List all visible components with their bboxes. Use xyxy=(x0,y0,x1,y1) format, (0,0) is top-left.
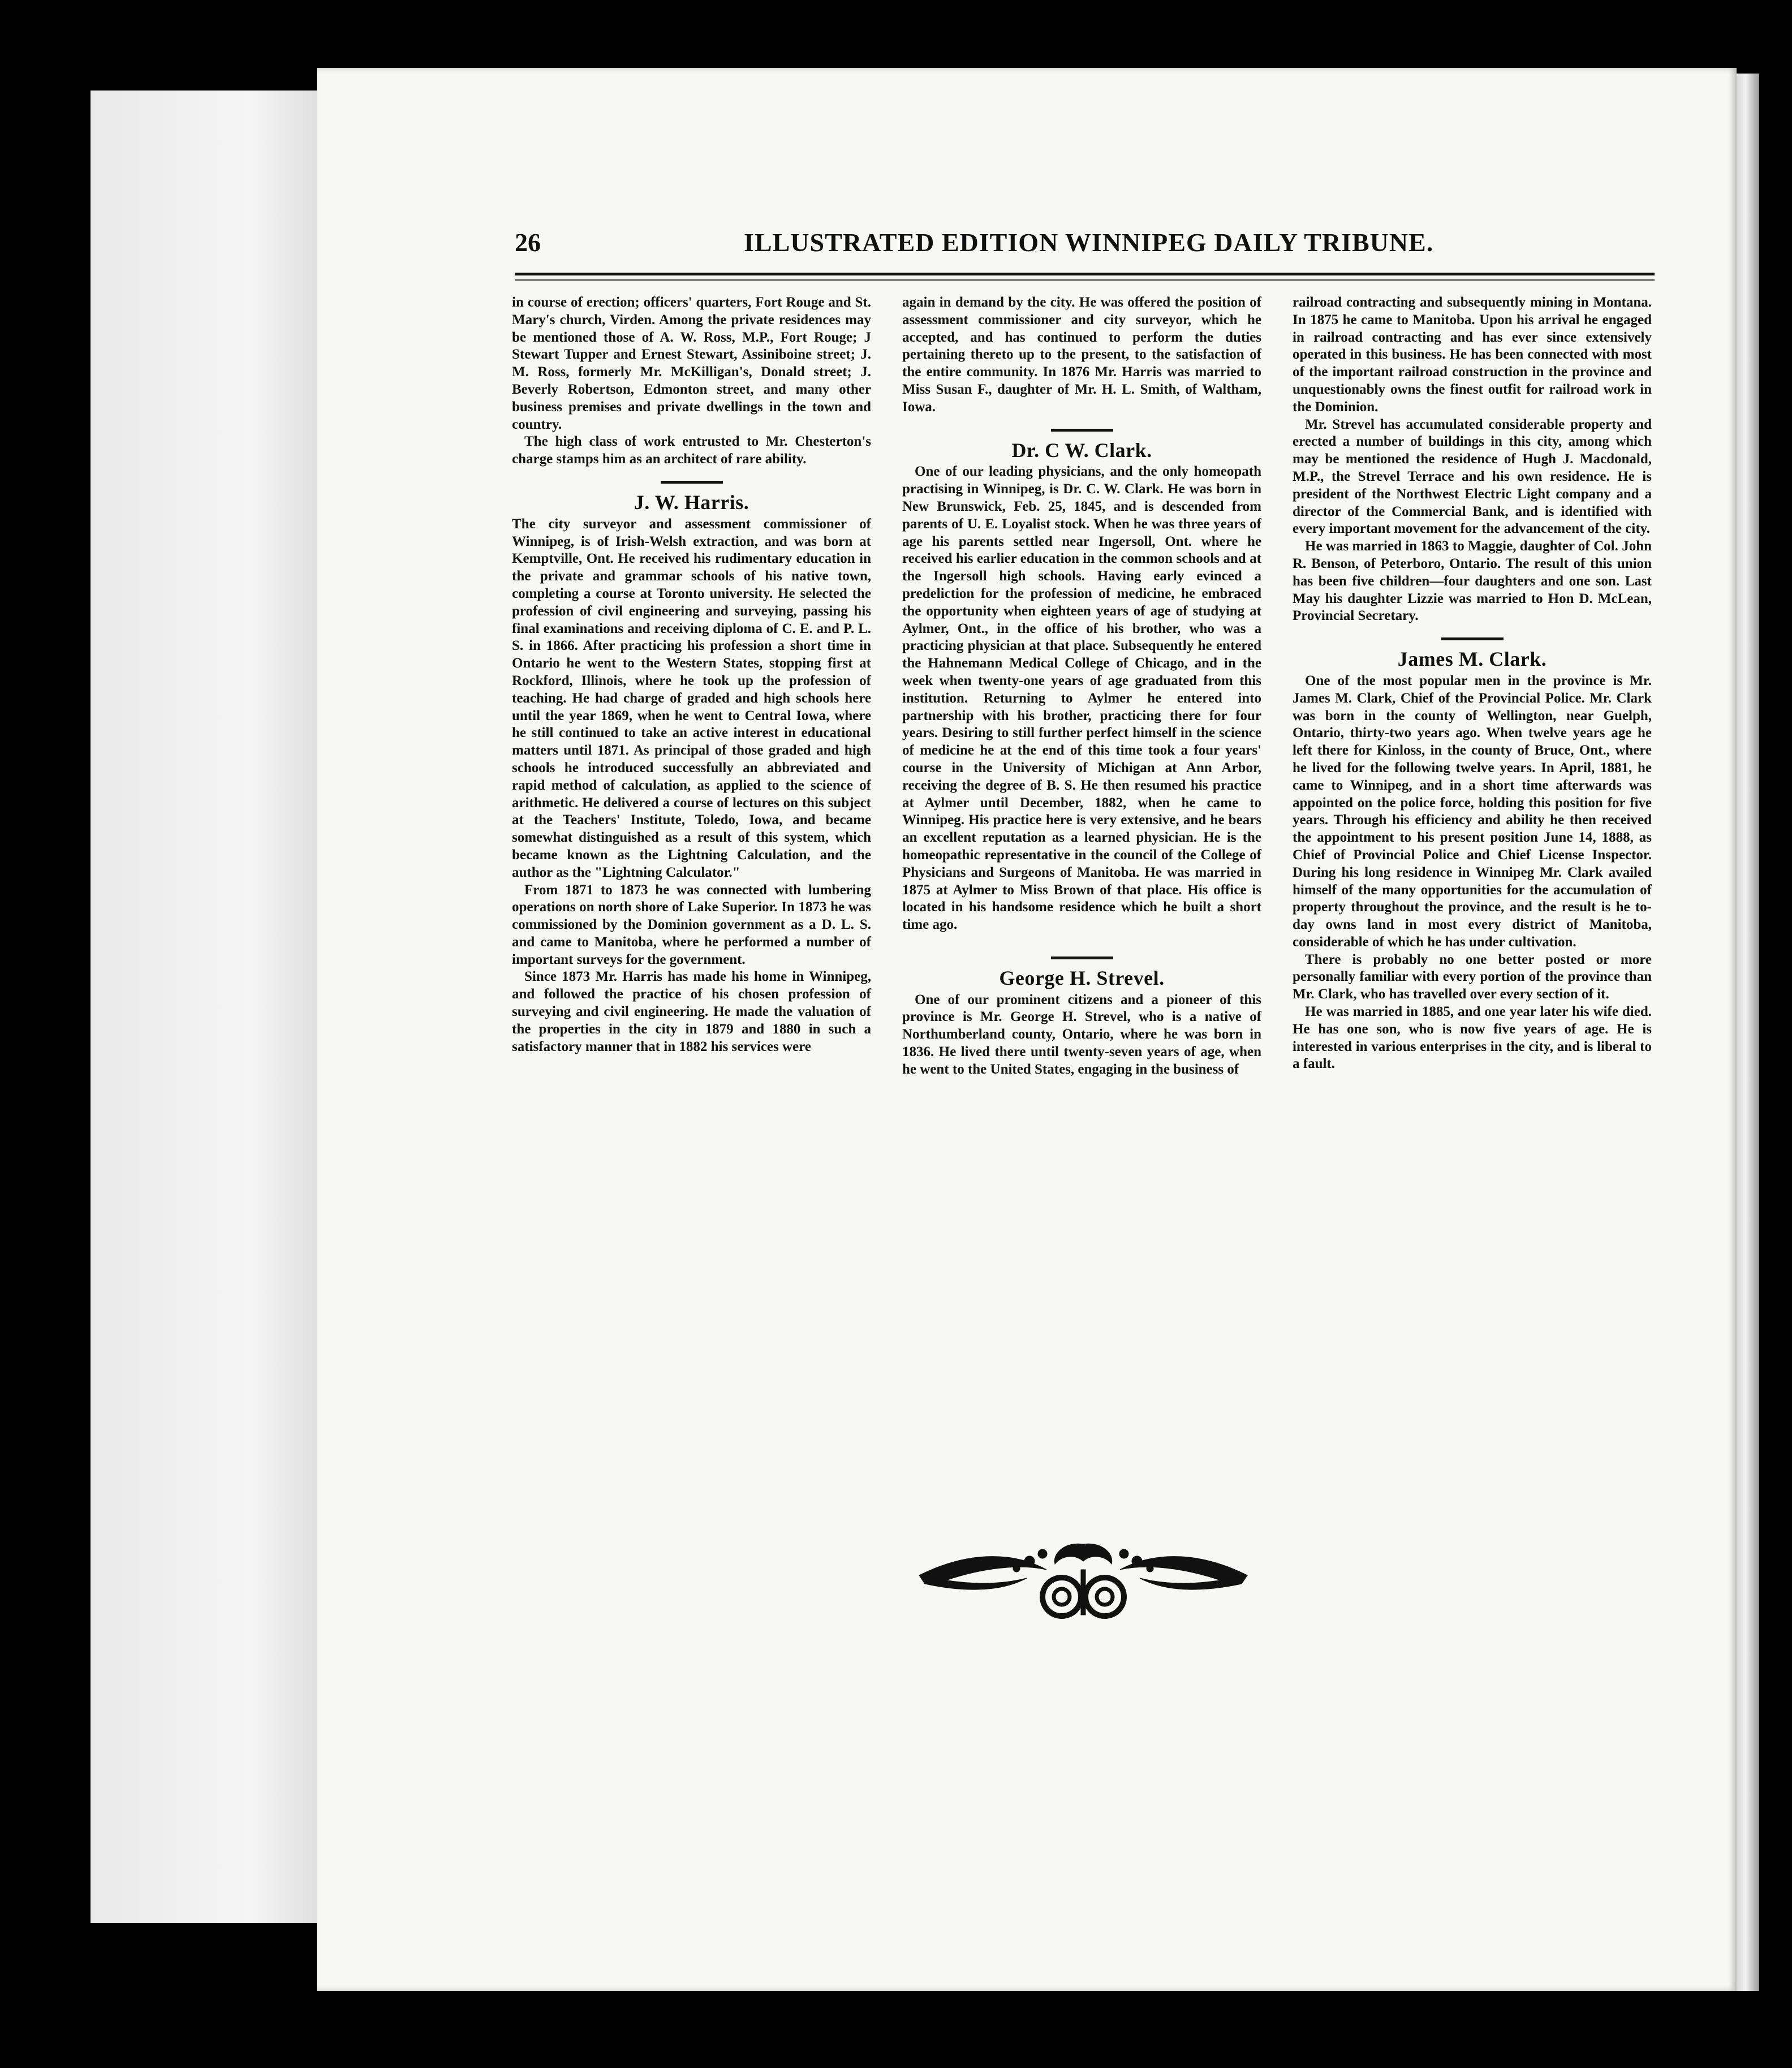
section-divider xyxy=(1051,429,1113,432)
article-paragraph: He was married in 1885, and one year later his wife died. He has one son, who is now five years of age. He is interested in various enterprises in the city, and is liberal to a fault. xyxy=(1293,1004,1652,1072)
column-1 xyxy=(512,294,871,1055)
page-binding-edge xyxy=(1737,74,1759,1991)
scroll-flourish-ornament-icon xyxy=(914,1530,1253,1629)
page-number: 26 xyxy=(515,228,541,257)
article-paragraph: in course of erection; officers' quarters, Fort Rouge and St. Mary's church, Virden. Among the private residences may be mentioned those of A. W. Ross, M.P., Fort Rouge; J Stewart Tupper and Ernest Stewart, Assiniboine street; J. M. Ross, formerly Mr. McKilligan's, Donald street; J. Beverly Robertson, Edmonton street, and many other business premises and private dwellings in the town and country. xyxy=(512,295,871,432)
article-paragraph: The high class of work entrusted to Mr. Chesterton's charge stamps him as an architect of rare ability. xyxy=(512,434,871,467)
article-heading-james-clark: James M. Clark. xyxy=(1397,648,1547,671)
column-2 xyxy=(902,294,1261,1079)
column-3 xyxy=(1293,294,1652,1073)
article-paragraph: There is probably no one better posted or more personally familiar with every portion of the province than Mr. Clark, who has travelled over every section of it. xyxy=(1293,951,1652,1002)
article-paragraph: The city surveyor and assessment commissioner of Winnipeg, is of Irish-Welsh extraction, and was born at Kemptville, Ont. He received his rudimentary education in the private and grammar schools of his native town, completing a course at Toronto university. He selected the profession of civil engineering and surveying, passing his final examinations and receiving diploma of C. E. and P. L. S. in 1866. After practicing his profession a short time in Ontario he went to the Western States, stopping first at Rockford, Illinois, where he took up the profession of teaching. He had charge of graded and high schools here until the year 1869, when he went to Central Iowa, where he still continued to take an active interest in educational matters until 1871. As principal of those graded and high schools he introduced successfully an abbreviated and rapid method of calculation, as applied to the science of arithmetic. He delivered a course of lectures on this subject at the Teachers' Institute, Toledo, Iowa, and became somewhat distinguished as a result of this system, which became known as the Lightning Calculation, and the author as the "Lightning Calculator." xyxy=(512,516,871,880)
article-paragraph: One of our leading physicians, and the only homeopath practising in Winnipeg, is Dr. C. W. Clark. He was born in New Brunswick, Feb. 25, 1845, and is descended from parents of U. E. Loyalist stock. When he was three years of age his parents settled near Ingersoll, Ont. where he received his earlier education in the common schools and at the Ingersoll high schools. Having early evinced a predeliction for the profession of medicine, he embraced the opportunity when eighteen years of age of studying at Aylmer, Ont., in the office of his brother, who was a practicing physician at that place. Subsequently he entered the Hahnemann Medical College of Chicago, and in the week when twenty-one years of age graduated from this institution. Returning to Aylmer he entered into partnership with his brother, practicing there for four years. Desiring to still further perfect himself in the science of medicine he at the end of this time took a four years' course in the University of Michigan at Ann Arbor, receiving the degree of B. S. He then resumed his practice at Aylmer until December, 1882, when he came to Winnipeg. His practice here is very extensive, and he bears an excellent reputation as a learned physician. He is the homeopathic representative in the council of the College of Physicians and Surgeons of Manitoba. He was married in 1875 at Aylmer to Miss Brown of that place. His office is located in his handsome residence which he built a short time ago. xyxy=(902,464,1261,933)
article-paragraph: railroad contracting and subsequently mining in Montana. In 1875 he came to Manitoba. Upon his arrival he engaged in railroad contracting and has ever since extensively operated in this business. He has been connected with most of the important railroad construction in the province and unquestionably owns the finest outfit for railroad work in the Dominion. xyxy=(1293,295,1652,415)
article-paragraph: Since 1873 Mr. Harris has made his home in Winnipeg, and followed the practice of his chosen profession of surveying and civil engineering. He made the valuation of the properties in the city in 1879 and 1880 in such a satisfactory manner that in 1882 his services were xyxy=(512,969,871,1054)
article-heading-cw-clark: Dr. C W. Clark. xyxy=(1011,438,1152,462)
article-paragraph: He was married in 1863 to Maggie, daughter of Col. John R. Benson, of Peterboro, Ontario. The result of this union has been five children—four daughters and one son. Last May his daughter Lizzie was married to Hon D. McLean, Provincial Secretary. xyxy=(1293,538,1652,624)
section-divider xyxy=(1441,637,1504,640)
article-paragraph: One of the most popular men in the province is Mr. James M. Clark, Chief of the Provincial Police. Mr. Clark was born in the county of Wellington, near Guelph, Ontario, thirty-two years ago. When twelve years age he left there for Kinloss, in the county of Bruce, Ont., where he lived for the following twelve years. In April, 1881, he came to Winnipeg, and in a short time afterwards was appointed on the police force, holding this position for five years. Through his efficiency and ability he then received the appointment to his present position June 14, 1888, as Chief of Provincial Police and Chief License Inspector. During his long residence in Winnipeg Mr. Clark availed himself of the many opportunities for the accumulation of property throughout the province, and the result is he to-day owns land in most every district of Manitoba, considerable of which he has under cultivation. xyxy=(1293,673,1652,950)
masthead-title: ILLUSTRATED EDITION WINNIPEG DAILY TRIBUNE. xyxy=(744,228,1434,257)
section-divider xyxy=(661,481,723,484)
header-rule-thin xyxy=(515,279,1655,281)
article-paragraph: Mr. Strevel has accumulated considerable property and erected a number of buildings in this city, among which may be mentioned the residence of Hugh J. Macdonald, M.P., the Strevel Terrace and his own residence. He is president of the Northwest Electric Light company and a director of the Commercial Bank, and is identified with every important movement for the advancement of the city. xyxy=(1293,416,1652,537)
article-paragraph: again in demand by the city. He was offered the position of assessment commissioner and city surveyor, which he accepted, and has continued to perform the duties pertaining thereto up to the present, to the satisfaction of the entire community. In 1876 Mr. Harris was married to Miss Susan F., daughter of Mr. H. L. Smith, of Waltham, Iowa. xyxy=(902,295,1261,415)
section-divider xyxy=(1051,957,1113,959)
article-heading-harris: J. W. Harris. xyxy=(634,490,749,514)
article-heading-strevel: George H. Strevel. xyxy=(999,966,1165,989)
header-rule xyxy=(515,273,1655,275)
article-paragraph: One of our prominent citizens and a pioneer of this province is Mr. George H. Strevel, who is a native of Northumberland county, Ontario, where he was born in 1836. He lived there until twenty-seven years of age, when he went to the United States, engaging in the business of xyxy=(902,992,1261,1077)
article-paragraph: From 1871 to 1873 he was connected with lumbering operations on north shore of Lake Superior. In 1873 he was commissioned by the Dominion government as a D. L. S. and came to Manitoba, where he performed a number of important surveys for the government. xyxy=(512,882,871,967)
